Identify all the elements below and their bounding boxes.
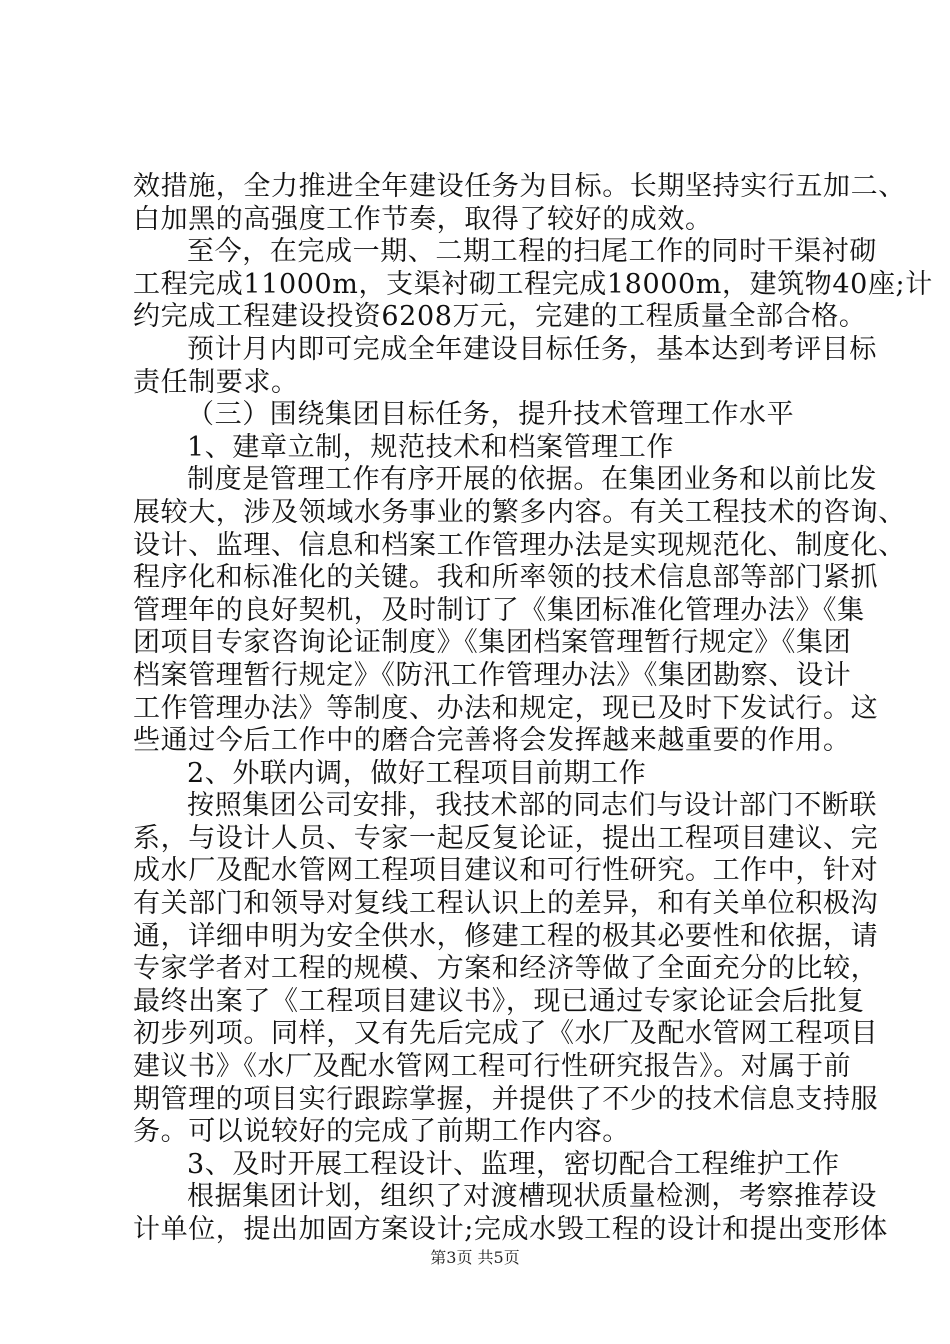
document-body [133,171,933,1247]
text-line: 程序化和标准化的关键。我和所率领的技术信息部等部门紧抓 [133,562,879,594]
text-line: 通，详细申明为安全供水，修建工程的极其必要性和依据，请 [133,920,879,952]
text-line: 2、外联内调，做好工程项目前期工作 [187,757,647,789]
text-line: 至今，在完成一期、二期工程的扫尾工作的同时干渠衬砌 [187,236,877,268]
text-line: （三）围绕集团目标任务，提升技术管理工作水平 [187,399,795,431]
text-line: 效措施，全力推进全年建设任务为目标。长期坚持实行五加二、 [133,171,906,202]
text-line: 责任制要求。 [133,366,299,398]
text-line: 制度是管理工作有序开展的依据。在集团业务和以前比发 [187,464,877,496]
text-line: 成水厂及配水管网工程项目建议和可行性研究。工作中，针对 [133,855,879,887]
text-line: 工程完成11000m，支渠衬砌工程完成18000m，建筑物40座;计 [133,268,933,300]
text-line: 档案管理暂行规定》《防汛工作管理办法》《集团勘察、设计 [133,659,852,691]
text-line: 展较大，涉及领域水务事业的繁多内容。有关工程技术的咨询、 [133,496,906,528]
page-footer: 第3页 共5页 [430,1248,520,1267]
text-line: 务。可以说较好的完成了前期工作内容。 [133,1116,630,1148]
text-line: 按照集团公司安排，我技术部的同志们与设计部门不断联 [187,790,877,822]
text-line: 根据集团计划，组织了对渡槽现状质量检测，考察推荐设 [187,1181,877,1213]
text-line: 设计、监理、信息和档案工作管理办法是实现规范化、制度化、 [133,529,906,561]
text-line: 团项目专家咨询论证制度》《集团档案管理暂行规定》《集团 [133,627,852,659]
text-line: 最终出案了《工程项目建议书》，现已通过专家论证会后批复 [133,985,865,1017]
text-line: 初步列项。同样，又有先后完成了《水厂及配水管网工程项目 [133,1018,879,1050]
text-line: 1、建章立制，规范技术和档案管理工作 [187,431,674,463]
text-line: 工作管理办法》等制度、办法和规定，现已及时下发试行。这 [133,692,879,724]
text-line: 管理年的良好契机，及时制订了《集团标准化管理办法》《集 [133,594,865,626]
text-line: 3、及时开展工程设计、监理，密切配合工程维护工作 [187,1148,840,1180]
text-line: 有关部门和领导对复线工程认识上的差异，和有关单位积极沟 [133,888,879,920]
text-line: 建议书》《水厂及配水管网工程可行性研究报告》。对属于前 [133,1051,852,1083]
text-line: 些通过今后工作中的磨合完善将会发挥越来越重要的作用。 [133,725,851,757]
text-line: 系，与设计人员、专家一起反复论证，提出工程项目建议、完 [133,822,879,854]
text-line: 期管理的项目实行跟踪掌握，并提供了不少的技术信息支持服 [133,1083,879,1115]
text-line: 专家学者对工程的规模、方案和经济等做了全面充分的比较， [133,953,879,985]
text-line: 白加黑的高强度工作节奏，取得了较好的成效。 [133,203,713,235]
text-line: 预计月内即可完成全年建设目标任务，基本达到考评目标 [187,333,877,365]
text-line: 计单位，提出加固方案设计;完成水毁工程的设计和提出变形体 [133,1214,888,1245]
text-line: 约完成工程建设投资6208万元，完建的工程质量全部合格。 [133,301,867,333]
